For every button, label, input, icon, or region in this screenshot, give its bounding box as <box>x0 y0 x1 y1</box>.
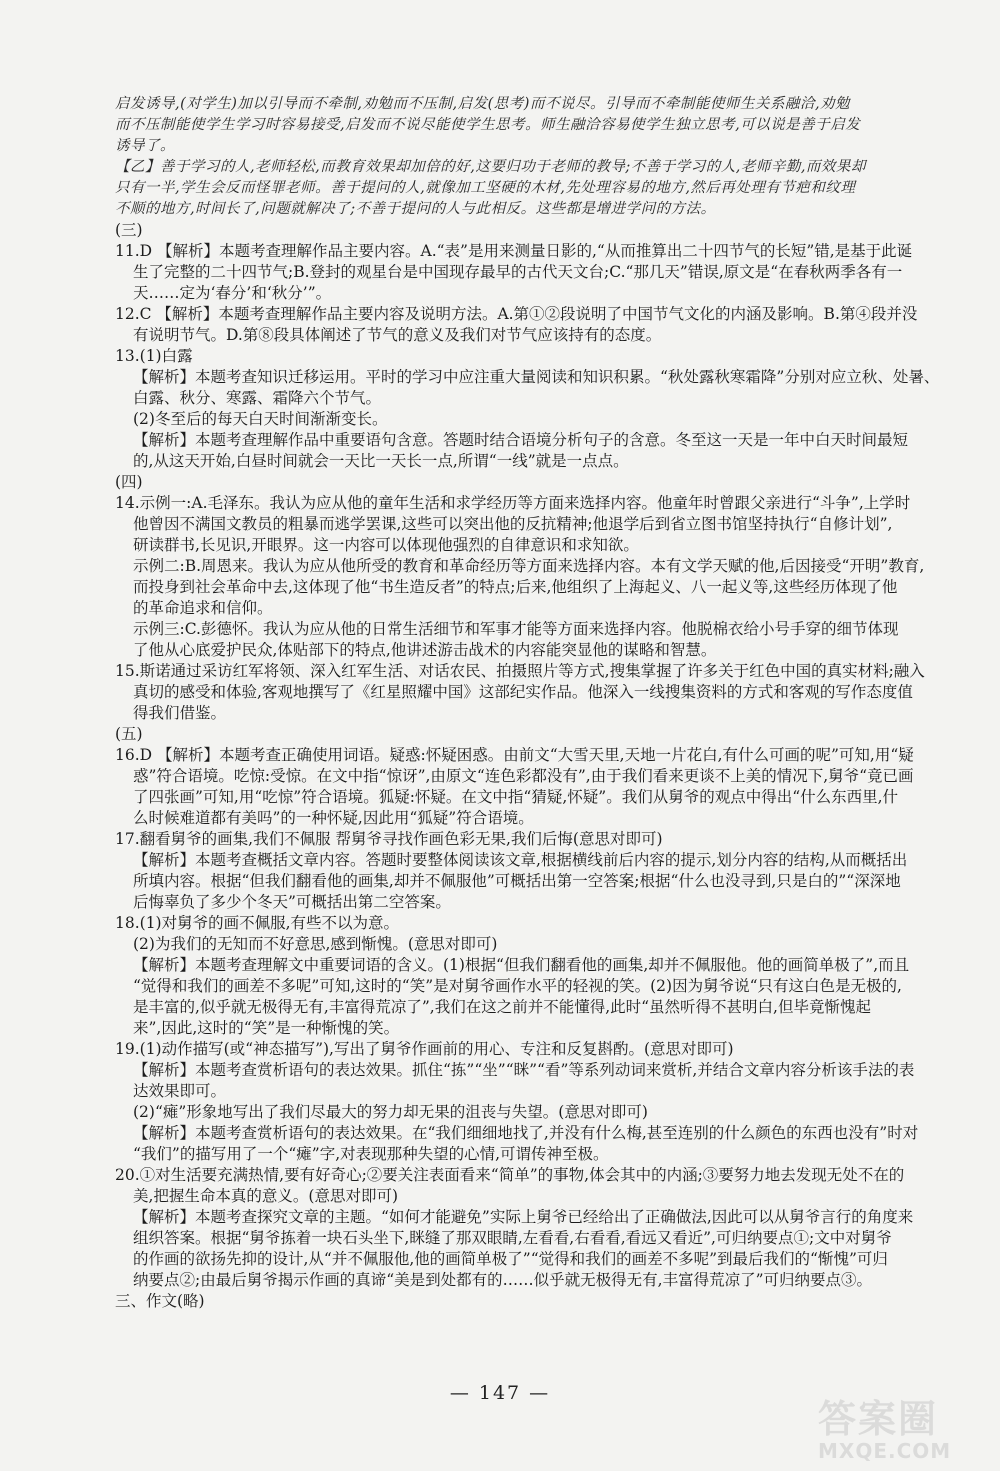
text-line: 惑”符合语境。吃惊:受惊。在文中指“惊讶”,由原文“连色彩都没有”,由于我们看来更谈不上美的情况下,舅爷“竟已画 <box>133 767 914 785</box>
text-line: 组织答案。根据“舅爷拣着一块石头坐下,眯缝了那双眼睛,左看看,右看看,看远又看近”,可归纳要点①;文中对舅爷 <box>133 1229 892 1247</box>
analysis-line: 【解析】本题考查赏析语句的表达效果。在“我们细细地找了,并没有什么梅,甚至连别的什么颜色的东西也没有”时对 <box>133 1124 919 1142</box>
text-line: 不顺的地方,时间长了,问题就解决了;不善于提问的人与此相反。这些都是增进学问的方法。 <box>115 201 716 217</box>
text-line: “我们”的描写用了一个“瘫”字,对表现那种失望的心情,可谓传神至极。 <box>133 1145 609 1163</box>
text-line: 么时候难道都有美吗”的一种怀疑,因此用“狐疑”符合语境。 <box>133 809 534 827</box>
text-line: 白露、秋分、寒露、霜降六个节气。 <box>133 389 382 407</box>
text-line: 启发诱导,(对学生)加以引导而不牵制,劝勉而不压制,启发(思考)而不说尽。引导而不牵制能使师生关系融洽,劝勉 <box>115 96 851 112</box>
text-line: 达效果即可。 <box>133 1082 227 1100</box>
text-line: 【乙】善于学习的人,老师轻松,而教育效果却加倍的好,这要归功于老师的教导;不善于学习的人,老师辛勤,而效果却 <box>115 159 866 175</box>
answer-item: 14.示例一:A.毛泽东。我认为应从他的童年生活和求学经历等方面来选择内容。他童年时曾跟父亲进行“斗争”,上学时 <box>115 494 911 512</box>
text-line: 的作画的欲扬先抑的设计,从“并不佩服他,他的画简单极了”“觉得和我们的画差不多呢”到最后我们的“惭愧”可归 <box>133 1250 888 1268</box>
answer-item: 11.D 【解析】本题考查理解作品主要内容。A.“表”是用来测量日影的,“从而推算出二十四节气的长短”错,是基于此诞 <box>115 242 913 260</box>
answer-item: 17.翻看舅爷的画集,我们不佩服 帮舅爷寻找作画色彩无果,我们后悔(意思对即可) <box>115 830 663 848</box>
text-line: 的,从这天开始,白昼时间就会一天比一天长一点,所谓“一线”就是一点点。 <box>133 452 629 470</box>
text-line: (2)“瘫”形象地写出了我们尽最大的努力却无果的沮丧与失望。(意思对即可) <box>133 1103 648 1121</box>
text-line: 有说明节气。D.第⑧段具体阐述了节气的意义及我们对节气应该持有的态度。 <box>133 326 662 344</box>
answer-text-block <box>115 94 945 1312</box>
text-line: 只有一半,学生会反而怪罪老师。善于提问的人,就像加工坚硬的木材,先处理容易的地方,然后再处理有节疤和纹理 <box>115 180 856 196</box>
text-line: 天……定为‘春分’和‘秋分’”。 <box>133 284 332 302</box>
watermark-logo <box>818 1388 978 1463</box>
section-heading: (四) <box>115 473 143 491</box>
text-line: (2)冬至后的每天白天时间渐渐变长。 <box>133 410 388 428</box>
section-heading: 三、作文(略) <box>115 1292 205 1310</box>
answer-item: 13.(1)白露 <box>115 347 193 365</box>
analysis-line: 【解析】本题考查理解作品中重要语句含意。答题时结合语境分析句子的含意。冬至这一天是一年中白天时间最短 <box>133 431 909 449</box>
text-line: 而不压制能使学生学习时容易接受,启发而不说尽能使学生思考。师生融洽容易使学生独立思考,可以说是善于启发 <box>115 117 861 133</box>
text-line: 研读群书,长见识,开眼界。这一内容可以体现他强烈的自律意识和求知欲。 <box>133 536 639 554</box>
analysis-line: 【解析】本题考查理解文中重要词语的含义。(1)根据“但我们翻看他的画集,却并不佩服他。他的画简单极了”,而且 <box>133 956 910 974</box>
text-line: 来”,因此,这时的“笑”是一种惭愧的笑。 <box>133 1019 400 1037</box>
section-heading: (五) <box>115 725 143 743</box>
text-line: 得我们借鉴。 <box>133 704 227 722</box>
answer-item: 18.(1)对舅爷的画不佩服,有些不以为意。 <box>115 914 400 932</box>
watermark-sub-text: MXQE.COM <box>818 1439 952 1463</box>
text-line: 所填内容。根据“但我们翻看他的画集,却并不佩服他”可概括出第一空答案;根据“什么也没寻到,只是白的”“深深地 <box>133 872 901 890</box>
analysis-line: 【解析】本题考查探究文章的主题。“如何才能避免”实际上舅爷已经给出了正确做法,因此可以从舅爷言行的角度来 <box>133 1208 914 1226</box>
text-line: (2)为我们的无知而不好意思,感到惭愧。(意思对即可) <box>133 935 498 953</box>
text-line: 他曾因不满国文教员的粗暴而逃学罢课,这些可以突出他的反抗精神;他退学后到省立图书馆坚持执行“自修计划”, <box>133 515 893 533</box>
text-line: “觉得和我们的画差不多呢”可知,这时的“笑”是对舅爷画作水平的轻视的笑。(2)因为舅爷说“只有这白色是无极的, <box>133 977 902 995</box>
text-line: 是丰富的,似乎就无极得无有,丰富得荒凉了”,我们在这之前并不能懂得,此时“虽然听得不甚明白,但毕竟惭愧起 <box>133 998 871 1016</box>
page-number: — 147 — <box>449 1382 551 1404</box>
text-line: 真切的感受和体验,客观地撰写了《红星照耀中国》这部纪实作品。他深入一线搜集资料的方式和客观的写作态度值 <box>133 683 913 701</box>
text-line: 美,把握生命本真的意义。(意思对即可) <box>133 1187 399 1205</box>
text-line: 生了完整的二十四节气;B.登封的观星台是中国现存最早的古代天文台;C.“那几天”错误,原文是“在春秋两季各有一 <box>133 263 903 281</box>
analysis-line: 【解析】本题考查概括文章内容。答题时要整体阅读该文章,根据横线前后内容的提示,划分内容的结构,从而概括出 <box>133 851 908 869</box>
answer-item: 12.C 【解析】本题考查理解作品主要内容及说明方法。A.第①②段说明了中国节气文化的内涵及影响。B.第④段并没 <box>115 305 918 323</box>
answer-item: 20.①对生活要充满热情,要有好奇心;②要关注表面看来“简单”的事物,体会其中的内涵;③要努力地去发现无处不在的 <box>115 1166 905 1184</box>
text-line: 诱导了。 <box>115 138 175 154</box>
text-line: 而投身到社会革命中去,这体现了他“书生造反者”的特点;后来,他组织了上海起义、八一起义等,这些经历体现了他 <box>133 578 898 596</box>
text-line: 了他从心底爱护民众,体贴部下的特点,他讲述游击战术的内容能突显他的谋略和智慧。 <box>133 641 717 659</box>
text-line: 后悔辜负了多少个冬天”可概括出第二空答案。 <box>133 893 451 911</box>
analysis-line: 【解析】本题考查知识迁移运用。平时的学习中应注重大量阅读和知识积累。“秋处露秋寒霜降”分别对应立秋、处暑、 <box>133 368 940 386</box>
answer-item: 15.斯诺通过采访红军将领、深入红军生活、对话农民、拍摄照片等方式,搜集掌握了许多关于红色中国的真实材料;融入 <box>115 662 925 680</box>
text-line: 纳要点②;由最后舅爷揭示作画的真谛“美是到处都有的……似乎就无极得无有,丰富得荒凉了”可归纳要点③。 <box>133 1271 873 1289</box>
answer-item: 16.D 【解析】本题考查正确使用词语。疑惑:怀疑困惑。由前文“大雪天里,天地一片花白,有什么可画的呢”可知,用“疑 <box>115 746 914 764</box>
section-heading: (三) <box>115 221 143 239</box>
answer-item: 19.(1)动作描写(或“神态描写”),写出了舅爷作画前的用心、专注和反复斟酌。(意思对即可) <box>115 1040 734 1058</box>
text-line: 示例二:B.周恩来。我认为应从他所受的教育和革命经历等方面来选择内容。本有文学天赋的他,后因接受“开明”教育, <box>133 557 925 575</box>
text-line: 了四张画”可知,用“吃惊”符合语境。狐疑:怀疑。在文中指“猜疑,怀疑”。我们从舅爷的观点中得出“什么东西里,什 <box>133 788 899 806</box>
watermark-main-text: 答案圈 <box>818 1397 939 1441</box>
text-line: 的革命追求和信仰。 <box>133 599 273 617</box>
analysis-line: 【解析】本题考查赏析语句的表达效果。抓住“拣”“坐”“眯”“看”等系列动词来赏析,并结合文章内容分析该手法的表 <box>133 1061 915 1079</box>
text-line: 示例三:C.彭德怀。我认为应从他的日常生活细节和军事才能等方面来选择内容。他脱棉衣给小号手穿的细节体现 <box>133 620 899 638</box>
